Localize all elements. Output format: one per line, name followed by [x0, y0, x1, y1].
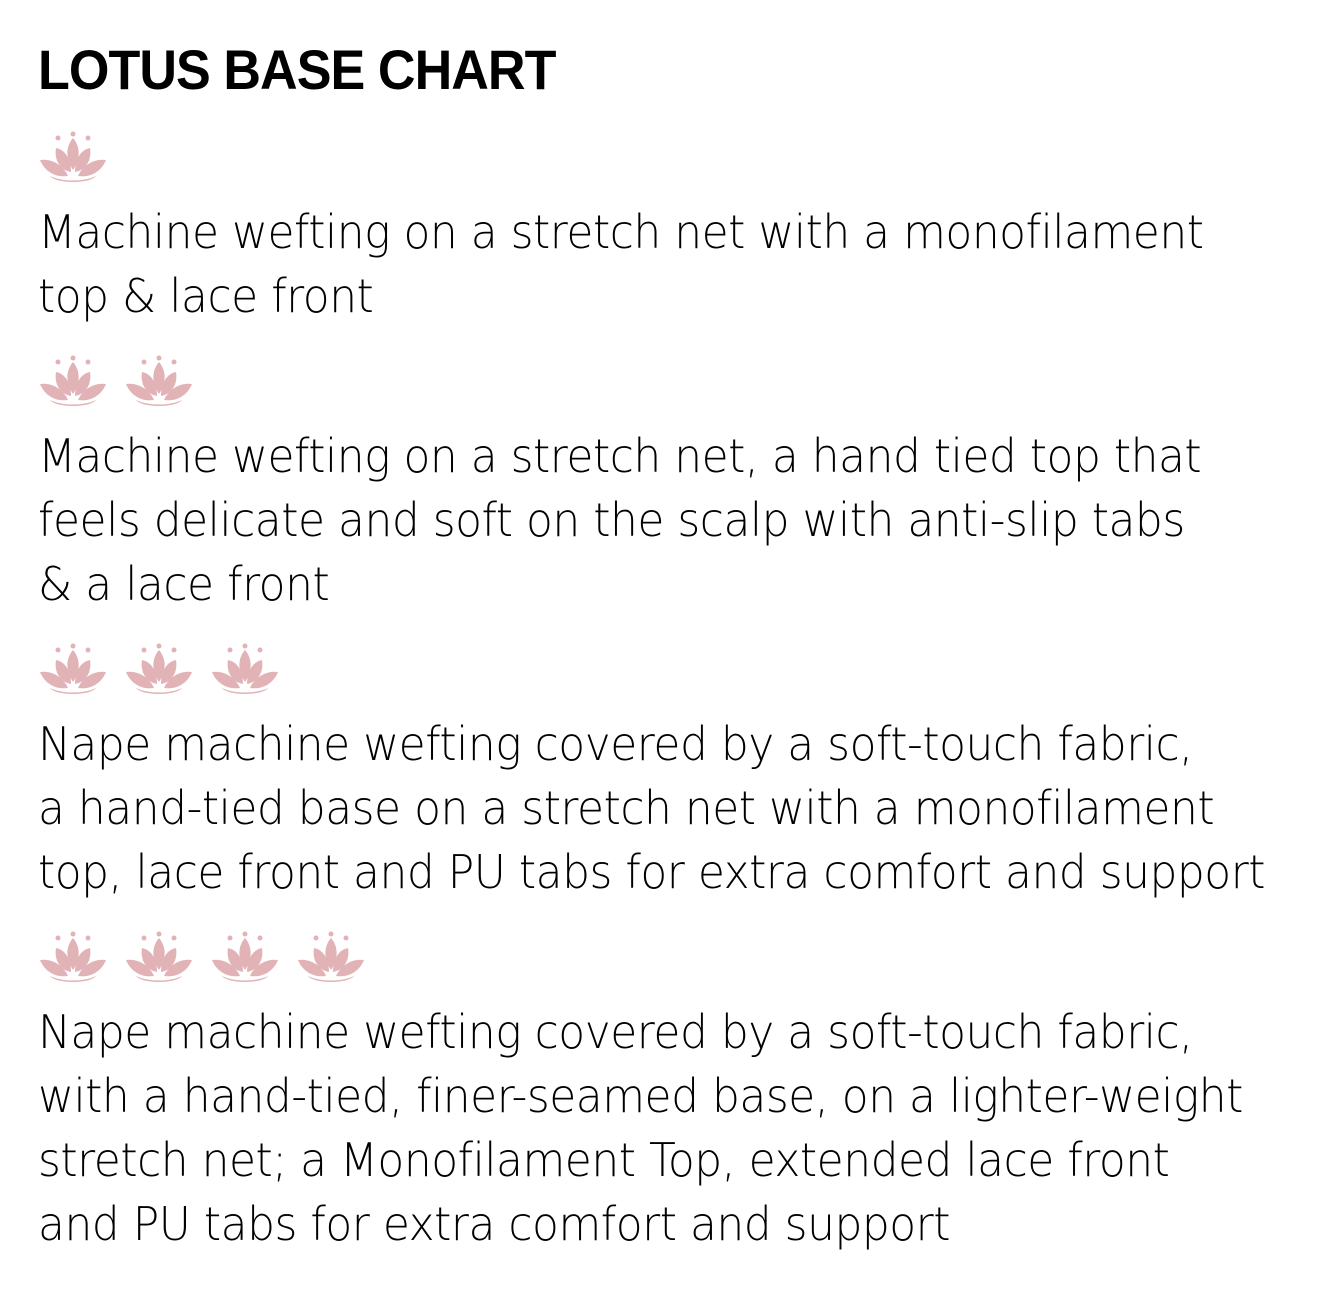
tier-description [38, 712, 1308, 904]
tier-description [38, 424, 1308, 616]
tier-1 [38, 130, 1308, 328]
lotus-rating [38, 130, 1308, 186]
description-line: Machine wefting on a stretch net, a hand tied top that [38, 429, 1202, 483]
description-line: stretch net; a Monofilament Top, extended lace front [38, 1133, 1170, 1187]
description-line: & a lace front [38, 557, 330, 611]
lotus-rating [38, 354, 1308, 410]
description-line: Machine wefting on a stretch net with a monofilament [38, 205, 1204, 259]
lotus-flower-icon [124, 930, 194, 986]
lotus-rating [38, 642, 1308, 698]
lotus-flower-icon [38, 354, 108, 410]
description-line: Nape machine wefting covered by a soft-touch fabric, [38, 717, 1193, 771]
lotus-flower-icon [38, 930, 108, 986]
lotus-flower-icon [296, 930, 366, 986]
page-title: LOTUS BASE CHART [38, 38, 556, 101]
lotus-flower-icon [210, 930, 280, 986]
description-line: Nape machine wefting covered by a soft-touch fabric, [38, 1005, 1193, 1059]
description-line: a hand-tied base on a stretch net with a monofilament [38, 781, 1215, 835]
tier-4 [38, 930, 1308, 1256]
description-line: with a hand-tied, finer-seamed base, on a lighter-weight [38, 1069, 1243, 1123]
lotus-flower-icon [124, 354, 194, 410]
description-line: and PU tabs for extra comfort and support [38, 1197, 951, 1251]
description-line: top, lace front and PU tabs for extra comfort and support [38, 845, 1266, 899]
lotus-flower-icon [38, 130, 108, 186]
lotus-flower-icon [38, 642, 108, 698]
tier-2 [38, 354, 1308, 616]
lotus-flower-icon [124, 642, 194, 698]
description-line: top & lace front [38, 269, 374, 323]
tier-3 [38, 642, 1308, 904]
lotus-rating [38, 930, 1308, 986]
tier-description [38, 1000, 1308, 1256]
description-line: feels delicate and soft on the scalp with anti-slip tabs [38, 493, 1185, 547]
lotus-flower-icon [210, 642, 280, 698]
tier-description [38, 200, 1308, 328]
